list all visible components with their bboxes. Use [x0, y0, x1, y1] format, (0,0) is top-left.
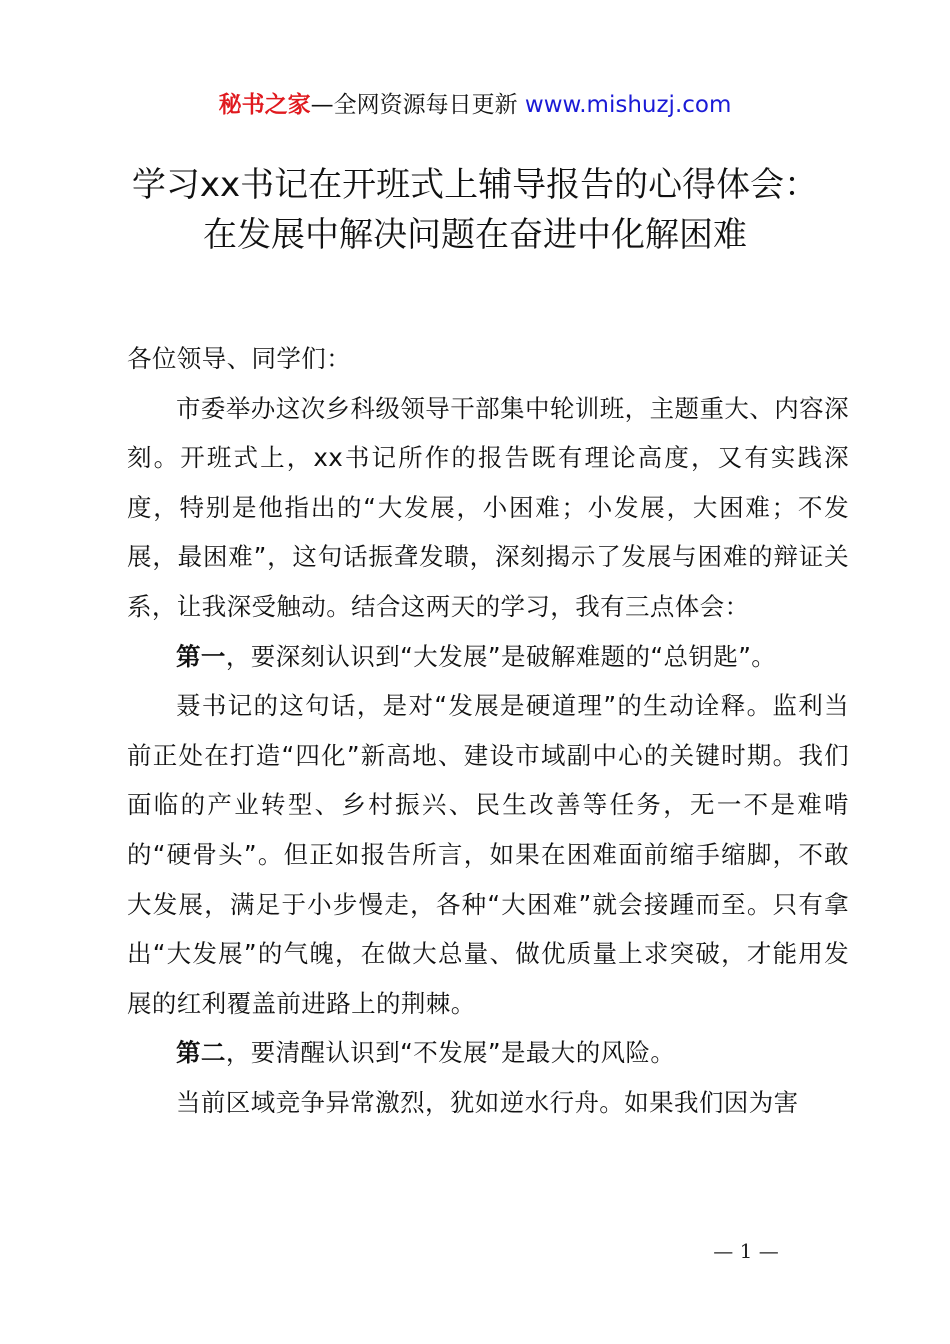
point-one-paragraph: 聂书记的这句话，是对“发展是硬道理”的生动诠释。监利当前正处在打造“四化”新高地、建设市域副中心的关键时期。我们面临的产业转型、乡村振兴、民生改善等任务，无一不是难啃的“硬骨头”。但正如报告所言，如果在困难面前缩手缩脚，不敢大发展，满足于小步慢走，各种“大困难”就会接踵而至。只有拿出“大发展”的气魄，在做大总量、做优质量上求突破，才能用发展的红利覆盖前进路上的荆棘。	[127, 691, 849, 1018]
point-one-heading	[127, 632, 849, 682]
brand-name: 秘书之家	[218, 92, 311, 118]
point-two-label: 第二	[176, 1038, 226, 1068]
site-header	[0, 88, 950, 122]
website-link[interactable]: www.mishuzj.com	[524, 92, 732, 118]
point-two-heading	[127, 1028, 849, 1078]
point-one-label: 第一	[176, 641, 226, 671]
document-body	[127, 334, 849, 1128]
page-number: — 1 —	[713, 1239, 779, 1263]
point-two-text: ，要清醒认识到“不发展”是最大的风险。	[225, 1038, 676, 1068]
point-two-paragraph: 当前区域竞争异常激烈，犹如逆水行舟。如果我们因为害	[176, 1087, 799, 1117]
salutation: 各位领导、同学们：	[127, 344, 352, 373]
title-line-1: 学习xx书记在开班式上辅导报告的心得体会：	[131, 165, 819, 205]
intro-paragraph: 市委举办这次乡科级领导干部集中轮训班，主题重大、内容深刻。开班式上，xx书记所作的报告既有理论高度，又有实践深度，特别是他指出的“大发展，小困难；小发展，大困难；不发展，最困难”，这句话振聋发聩，深刻揭示了发展与困难的辩证关系，让我深受触动。结合这两天的学习，我有三点体会：	[127, 393, 849, 621]
title-line-2: 在发展中解决问题在奋进中化解困难	[203, 215, 747, 255]
header-tagline: —全网资源每日更新	[310, 92, 518, 118]
point-one-text: ，要深刻认识到“大发展”是破解难题的“总钥匙”。	[225, 641, 777, 671]
document-title	[0, 160, 950, 260]
